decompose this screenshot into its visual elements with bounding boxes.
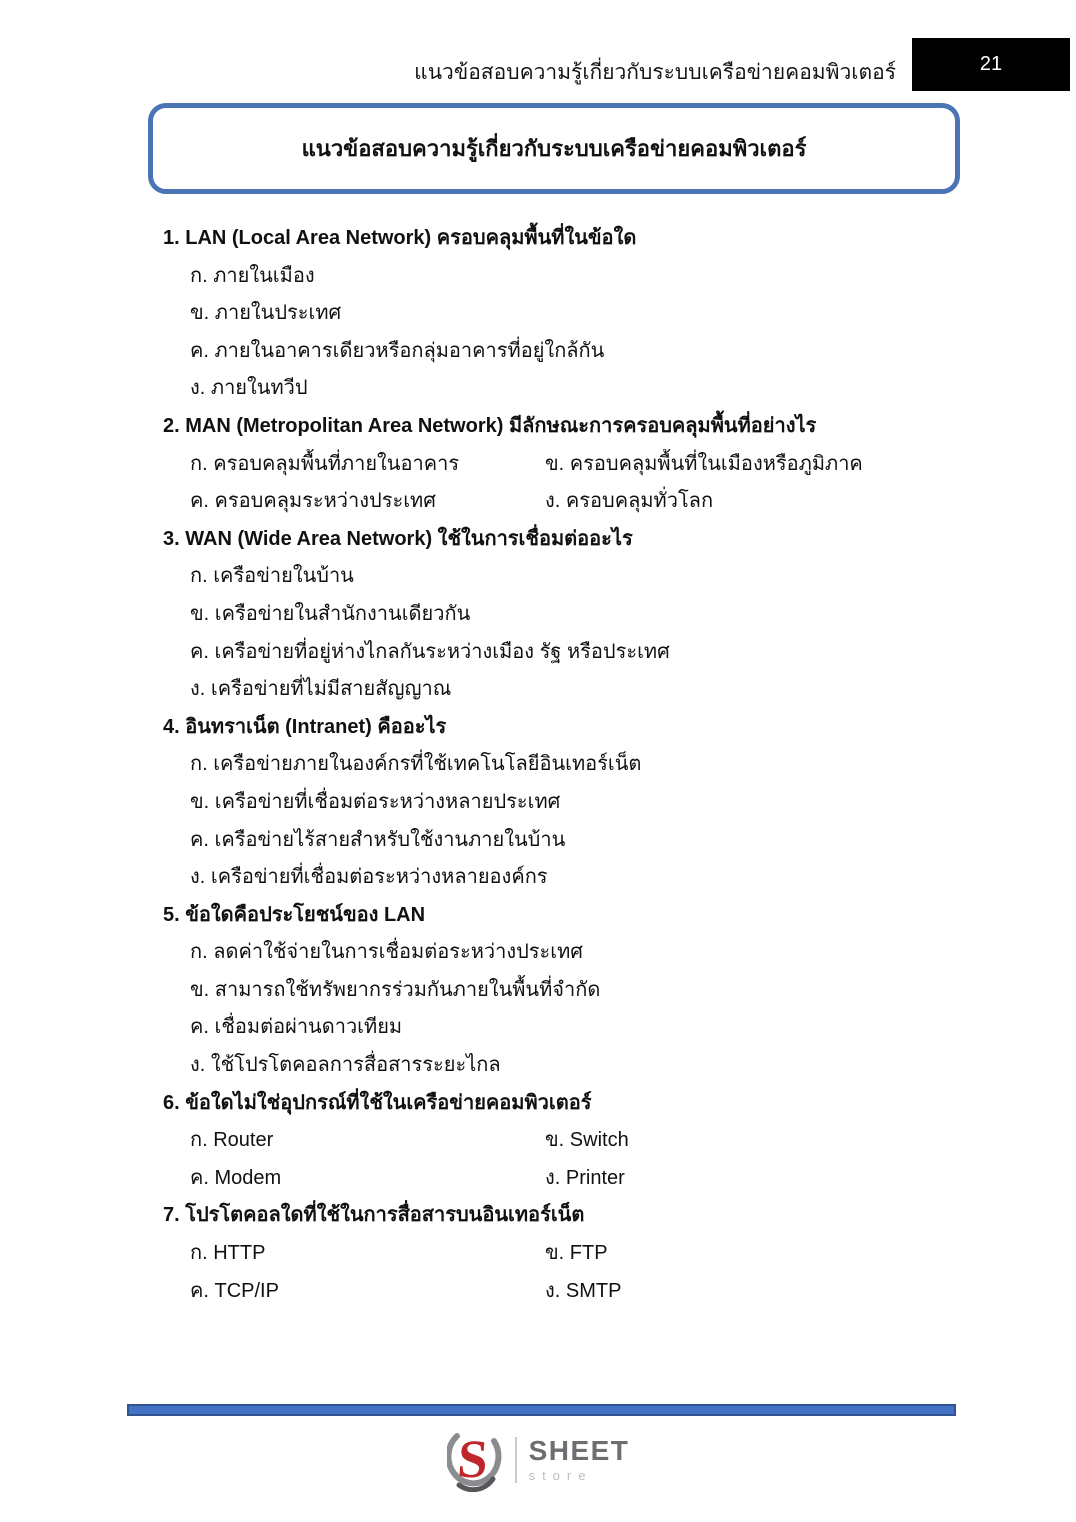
option: ค. Modem (190, 1166, 282, 1189)
option: ค. ภายในอาคารเดียวหรือกลุ่มอาคารที่อยู่ใกล้กัน (190, 339, 605, 362)
question-title: 4. อินทราเน็ต (Intranet) คืออะไร (163, 715, 447, 738)
option: ข. Switch (545, 1129, 629, 1152)
question-options (163, 558, 1036, 708)
option: ข. สามารถใช้ทรัพยากรร่วมกันภายในพื้นที่จำกัด (190, 978, 601, 1001)
question-options (163, 446, 1036, 521)
option: ง. ใช้โปรโตคอลการสื่อสารระยะไกล (190, 1054, 501, 1077)
option: ก. Router (190, 1129, 274, 1152)
running-header: แนวข้อสอบความรู้เกี่ยวกับระบบเครือข่ายคอมพิวเตอร์ (414, 61, 896, 84)
question-options (163, 258, 1036, 408)
option: ก. เครือข่ายในบ้าน (190, 565, 354, 588)
option: ง. SMTP (545, 1279, 622, 1302)
question-title: 5. ข้อใดคือประโยชน์ของ LAN (163, 903, 426, 926)
option: ก. ภายในเมือง (190, 264, 315, 287)
option: ค. เครือข่ายไร้สายสำหรับใช้งานภายในบ้าน (190, 828, 566, 851)
option: ข. ครอบคลุมพื้นที่ในเมืองหรือภูมิภาค (545, 452, 863, 475)
question-title: 2. MAN (Metropolitan Area Network) มีลักษณะการครอบคลุมพื้นที่อย่างไร (163, 414, 817, 437)
question-options (163, 1235, 1036, 1310)
page-number-badge (912, 38, 1070, 91)
title-box (148, 103, 960, 194)
option: ค. เครือข่ายที่อยู่ห่างไกลกันระหว่างเมือง รัฐ หรือประเทศ (190, 640, 670, 663)
question-1 (163, 220, 1036, 408)
option: ค. ครอบคลุมระหว่างประเทศ (190, 490, 436, 513)
question-3 (163, 521, 1036, 709)
footer-logo (0, 1428, 1076, 1492)
option: ค. เชื่อมต่อผ่านดาวเทียม (190, 1016, 403, 1039)
question-6 (163, 1085, 1036, 1198)
option: ก. เครือข่ายภายในองค์กรที่ใช้เทคโนโลยีอินเทอร์เน็ต (190, 753, 642, 776)
question-4 (163, 709, 1036, 897)
svg-text:S: S (455, 1429, 490, 1489)
option: ก. ลดค่าใช้จ่ายในการเชื่อมต่อระหว่างประเทศ (190, 941, 583, 964)
question-title: 1. LAN (Local Area Network) ครอบคลุมพื้นที่ในข้อใด (163, 227, 637, 249)
question-options (163, 934, 1036, 1084)
option: ง. Printer (545, 1166, 625, 1189)
option: ก. ครอบคลุมพื้นที่ภายในอาคาร (190, 452, 460, 475)
question-options (163, 746, 1036, 896)
question-title: 3. WAN (Wide Area Network) ใช้ในการเชื่อมต่ออะไร (163, 527, 633, 550)
question-5 (163, 897, 1036, 1085)
option: ข. FTP (545, 1242, 608, 1265)
question-7 (163, 1197, 1036, 1310)
question-title: 6. ข้อใดไม่ใช่อุปกรณ์ที่ใช้ในเครือข่ายคอมพิวเตอร์ (163, 1091, 592, 1114)
logo-text (528, 1434, 630, 1484)
option: ข. เครือข่ายในสำนักงานเดียวกัน (190, 602, 471, 625)
footer-divider-bar (127, 1404, 956, 1416)
page-title: แนวข้อสอบความรู้เกี่ยวกับระบบเครือข่ายคอมพิวเตอร์ (301, 136, 807, 161)
page-number: 21 (979, 53, 1003, 75)
questions-list (163, 220, 1036, 1310)
option: ง. ครอบคลุมทั่วโลก (545, 490, 714, 513)
option: ข. เครือข่ายที่เชื่อมต่อระหว่างหลายประเทศ (190, 790, 561, 813)
option: ก. HTTP (190, 1242, 266, 1265)
logo-name: SHEET (528, 1434, 630, 1466)
logo-subtext: store (528, 1467, 593, 1483)
logo-divider (515, 1437, 517, 1483)
question-2 (163, 408, 1036, 521)
option: ง. เครือข่ายที่ไม่มีสายสัญญาณ (190, 678, 452, 701)
question-title: 7. โปรโตคอลใดที่ใช้ในการสื่อสารบนอินเทอร์เน็ต (163, 1204, 585, 1227)
option: ค. TCP/IP (190, 1279, 279, 1302)
sheet-store-logo-icon (447, 1428, 503, 1492)
option: ง. เครือข่ายที่เชื่อมต่อระหว่างหลายองค์กร (190, 866, 548, 889)
option: ข. ภายในประเทศ (190, 302, 342, 325)
option: ง. ภายในทวีป (190, 377, 308, 400)
question-options (163, 1122, 1036, 1197)
